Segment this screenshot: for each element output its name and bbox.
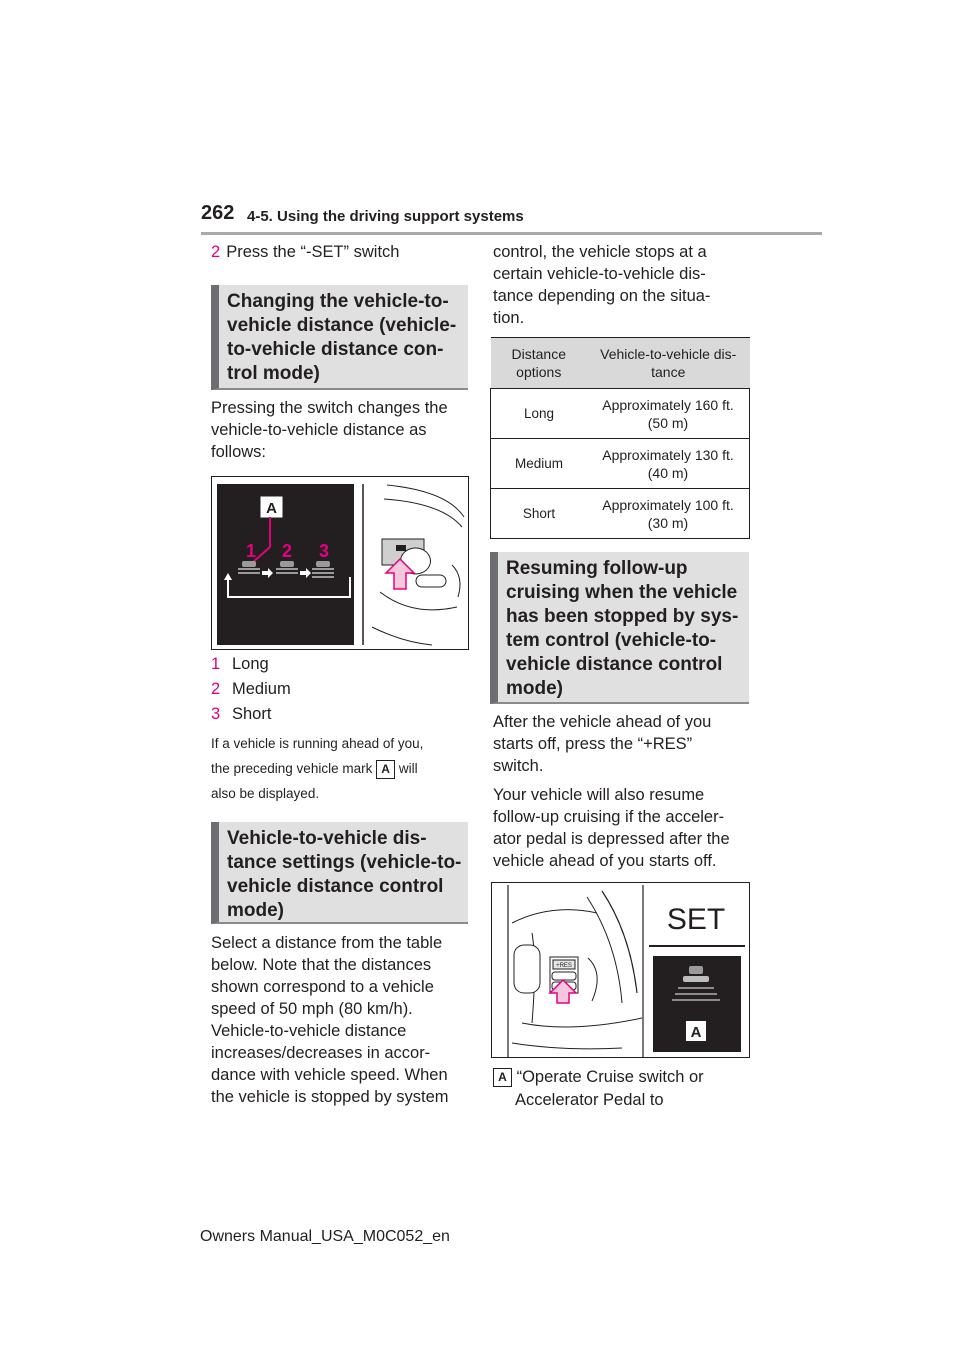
number-3: 3 — [319, 541, 330, 561]
note-preceding-vehicle — [211, 731, 423, 806]
note-line: also be displayed. — [211, 786, 320, 801]
number-2: 2 — [282, 541, 293, 561]
distance-table — [490, 337, 750, 539]
caption-line: Accelerator Pedal to — [515, 1091, 664, 1109]
page-number: 262 — [201, 202, 235, 224]
list-text: Long — [232, 655, 269, 673]
text-line: follow-up cruising if the acceler- — [493, 808, 725, 826]
heading-distance-settings — [211, 822, 468, 924]
res-illustration — [492, 883, 749, 1057]
step-number: 2 — [211, 243, 221, 261]
list-item-medium — [211, 680, 291, 699]
list-number: 1 — [211, 655, 221, 673]
heading-line: to-vehicle distance con- — [227, 339, 444, 360]
heading-line: vehicle distance control — [227, 876, 444, 897]
note-line: If a vehicle is running ahead of you, — [211, 736, 424, 751]
text-line: certain vehicle-to-vehicle dis- — [493, 265, 706, 283]
section-title: 4-5. Using the driving support systems — [247, 208, 524, 225]
caption-line — [493, 1066, 704, 1089]
heading-resuming-cruising — [490, 552, 749, 704]
heading-line: vehicle distance control — [506, 654, 723, 675]
table-header: Distance options — [491, 338, 588, 389]
paragraph-select-distance — [211, 932, 449, 1108]
text-line: Pressing the switch changes the — [211, 399, 448, 417]
table-row — [491, 439, 750, 489]
text-line: After the vehicle ahead of you — [493, 713, 712, 731]
note-line — [211, 756, 423, 781]
caption-operate — [493, 1066, 704, 1112]
text-line: control, the vehicle stops at a — [493, 243, 707, 261]
text-line: shown correspond to a vehicle — [211, 978, 434, 996]
text-line: switch. — [493, 757, 544, 775]
note-text: the preceding vehicle mark — [211, 761, 373, 776]
heading-line: tance settings (vehicle-to- — [227, 852, 462, 873]
text-line: vehicle-to-vehicle distance as — [211, 421, 427, 439]
heading-line: mode) — [506, 678, 563, 699]
text-line: starts off, press the “+RES” — [493, 735, 693, 753]
marker-a: A — [493, 1068, 512, 1087]
number-1: 1 — [246, 541, 257, 561]
label-a-text: A — [690, 1024, 702, 1041]
heading-changing-distance — [211, 285, 468, 390]
label-a-text: A — [266, 500, 277, 517]
set-text: SET — [666, 903, 726, 936]
text-line: the vehicle is stopped by system — [211, 1088, 449, 1106]
text-line: increases/decreases in accor- — [211, 1044, 431, 1062]
text-line: tion. — [493, 309, 525, 327]
header-rule — [201, 232, 822, 235]
heading-line: tem control (vehicle-to- — [506, 630, 717, 651]
figure-res-switch — [491, 882, 750, 1058]
text-line: speed of 50 mph (80 km/h). — [211, 1000, 413, 1018]
heading-line: Vehicle-to-vehicle dis- — [227, 828, 427, 849]
list-text: Medium — [232, 680, 291, 698]
text-line: Vehicle-to-vehicle distance — [211, 1022, 407, 1040]
marker-a: A — [376, 760, 395, 779]
list-number: 3 — [211, 705, 221, 723]
step-2 — [211, 243, 399, 262]
text-line: Select a distance from the table — [211, 934, 443, 952]
table-header: Vehicle-to-vehicle dis- tance — [587, 338, 750, 389]
text-line: below. Note that the distances — [211, 956, 432, 974]
table-cell-option: Short — [491, 489, 588, 539]
list-number: 2 — [211, 680, 221, 698]
list-item-short — [211, 705, 271, 724]
footer-manual-id: Owners Manual_USA_M0C052_en — [200, 1228, 450, 1245]
table-cell-option: Long — [491, 389, 588, 439]
note-text: will — [398, 761, 418, 776]
heading-line: Changing the vehicle-to- — [227, 291, 449, 312]
table-row — [491, 389, 750, 439]
table-cell-option: Medium — [491, 439, 588, 489]
heading-line: vehicle distance (vehicle- — [227, 315, 457, 336]
step-text: Press the “-SET” switch — [226, 243, 400, 261]
heading-line: cruising when the vehicle — [506, 582, 738, 603]
heading-line: mode) — [227, 900, 284, 921]
heading-line: trol mode) — [227, 363, 320, 384]
text-line: follows: — [211, 443, 267, 461]
table-header-row — [491, 338, 750, 389]
heading-line: Resuming follow-up — [506, 558, 688, 579]
list-item-long — [211, 655, 269, 674]
heading-line: has been stopped by sys- — [506, 606, 739, 627]
figure-distance-switch — [211, 476, 469, 650]
text-line: ator pedal is depressed after the — [493, 830, 730, 848]
res-label: +RES — [556, 963, 572, 969]
paragraph-after-vehicle — [493, 711, 711, 777]
caption-text: “Operate Cruise switch or — [516, 1068, 704, 1086]
table-cell-distance: Approximately 160 ft. (50 m) — [587, 389, 750, 439]
table-cell-distance: Approximately 100 ft. (30 m) — [587, 489, 750, 539]
list-text: Short — [232, 705, 272, 723]
text-line: vehicle ahead of you starts off. — [493, 852, 717, 870]
text-line: dance with vehicle speed. When — [211, 1066, 448, 1084]
paragraph-pressing-switch — [211, 397, 448, 463]
distance-illustration — [212, 477, 468, 649]
paragraph-also-resume — [493, 784, 730, 872]
table-row — [491, 489, 750, 539]
text-line: Your vehicle will also resume — [493, 786, 705, 804]
paragraph-continued — [493, 241, 710, 329]
table-cell-distance: Approximately 130 ft. (40 m) — [587, 439, 750, 489]
text-line: tance depending on the situa- — [493, 287, 711, 305]
